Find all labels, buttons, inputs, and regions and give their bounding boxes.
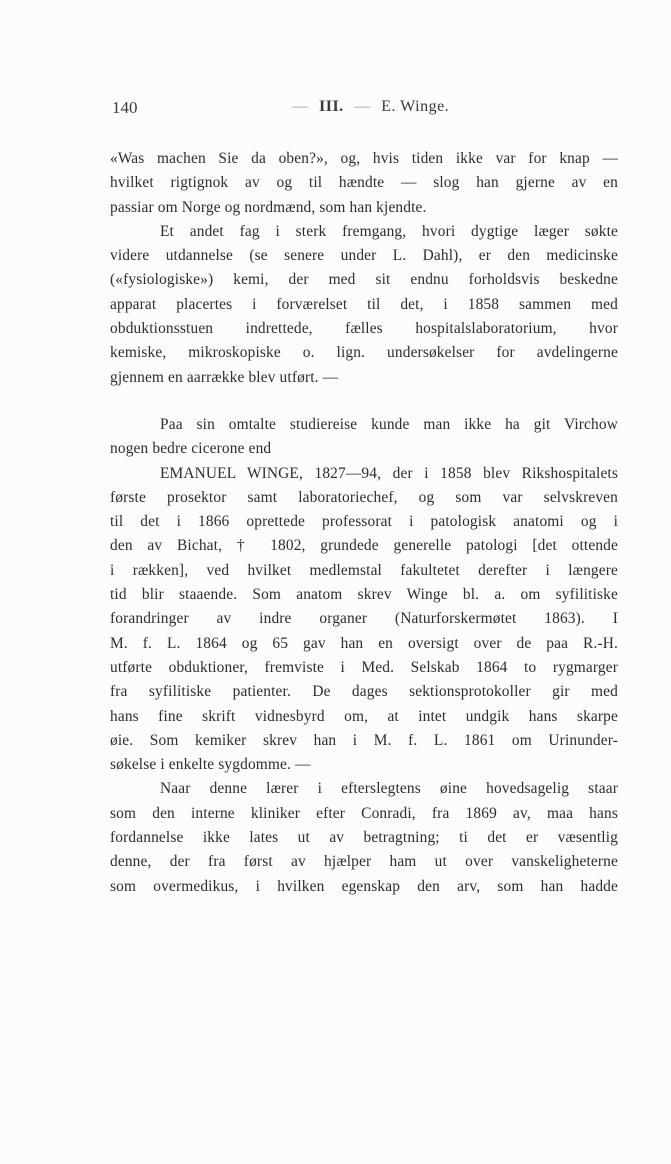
text-line: Paa sin omtalte studiereise kunde man ikke ha git Virchow: [160, 415, 618, 433]
text-line: den av Bichat, † 1802, grundede generelle patologi [det ottende: [110, 537, 618, 555]
text-line: forandringer av indre organer (Naturforskermøtet 1863). I: [110, 610, 618, 628]
text-line: som den interne kliniker efter Conradi, fra 1869 av, maa hans: [110, 804, 618, 822]
text-line: kemiske, mikroskopiske o. lign. undersøkelser for avdelingerne: [110, 344, 618, 362]
header-author: E. Winge.: [381, 98, 450, 115]
text-line: søkelse i enkelte sygdomme. —: [110, 756, 311, 774]
header-dash-right: —: [354, 98, 371, 115]
text-line: hvilket rigtignok av og til hændte — slog han gjerne av en: [110, 174, 618, 192]
paragraph-gap: [110, 390, 618, 413]
text-line: EMANUEL WINGE, 1827—94, der i 1858 blev Rikshospitalets: [160, 464, 618, 482]
text-line: passiar om Norge og nordmænd, som han kjendte.: [110, 198, 427, 216]
paragraph: [110, 462, 618, 778]
text-line: fordannelse ikke lates ut av betragtning; ti det er væsentlig: [110, 829, 618, 847]
text-line: Naar denne lærer i efterslegtens øine hovedsagelig staar: [160, 780, 618, 798]
text-line: som overmedikus, i hvilken egenskap den arv, som han hadde: [110, 877, 618, 895]
text-line: fra syfilitiske patienter. De dages sektionsprotokoller gir med: [110, 683, 618, 701]
page-number: 140: [112, 98, 138, 117]
text-line: gjennem en aarrække blev utført. —: [110, 368, 339, 386]
text-line: «Was machen Sie da oben?», og, hvis tiden ikke var for knap —: [110, 150, 618, 167]
text-line: utførte obduktioner, fremviste i Med. Selskab 1864 to rygmarger: [110, 658, 618, 676]
text-line: M. f. L. 1864 og 65 gav han en oversigt over de paa R.-H.: [110, 634, 618, 652]
body-text: [110, 147, 618, 899]
text-line: obduktionsstuen indrettede, fælles hospitalslaboratorium, hvor: [110, 320, 618, 338]
paragraph: [110, 777, 618, 898]
running-header: [112, 98, 622, 122]
paragraph: [110, 147, 618, 220]
header-dash-left: —: [292, 98, 309, 115]
text-line: første prosektor samt laboratoriechef, og som var selvskreven: [110, 488, 618, 506]
text-line: («fysiologiske») kemi, der med sit endnu forholdsvis beskedne: [110, 271, 618, 289]
text-line: apparat placertes i forværelset til det, i 1858 sammen med: [110, 295, 618, 313]
chapter-number: III.: [319, 98, 344, 115]
text-line: videre utdannelse (se senere under L. Dahl), er den medicinske: [110, 247, 618, 265]
text-line: i rækken], ved hvilket medlemstal fakultetet derefter i længere: [110, 561, 618, 579]
text-line: til det i 1866 oprettede professorat i patologisk anatomi og i: [110, 513, 618, 531]
header-title: [292, 98, 449, 116]
text-line: Et andet fag i sterk fremgang, hvori dygtige læger søkte: [160, 222, 618, 240]
text-line: tid blir staaende. Som anatom skrev Winge bl. a. om syfilitiske: [110, 586, 618, 604]
text-line: øie. Som kemiker skrev han i M. f. L. 1861 om Urinunder-: [110, 731, 618, 749]
paragraph: [110, 220, 618, 390]
text-line: hans fine skrift vidnesbyrd om, at intet undgik hans skarpe: [110, 707, 618, 725]
text-line: nogen bedre cicerone end: [110, 440, 272, 458]
paragraph: [110, 413, 618, 462]
text-line: denne, der fra først av hjælper ham ut over vanskeligheterne: [110, 853, 618, 871]
